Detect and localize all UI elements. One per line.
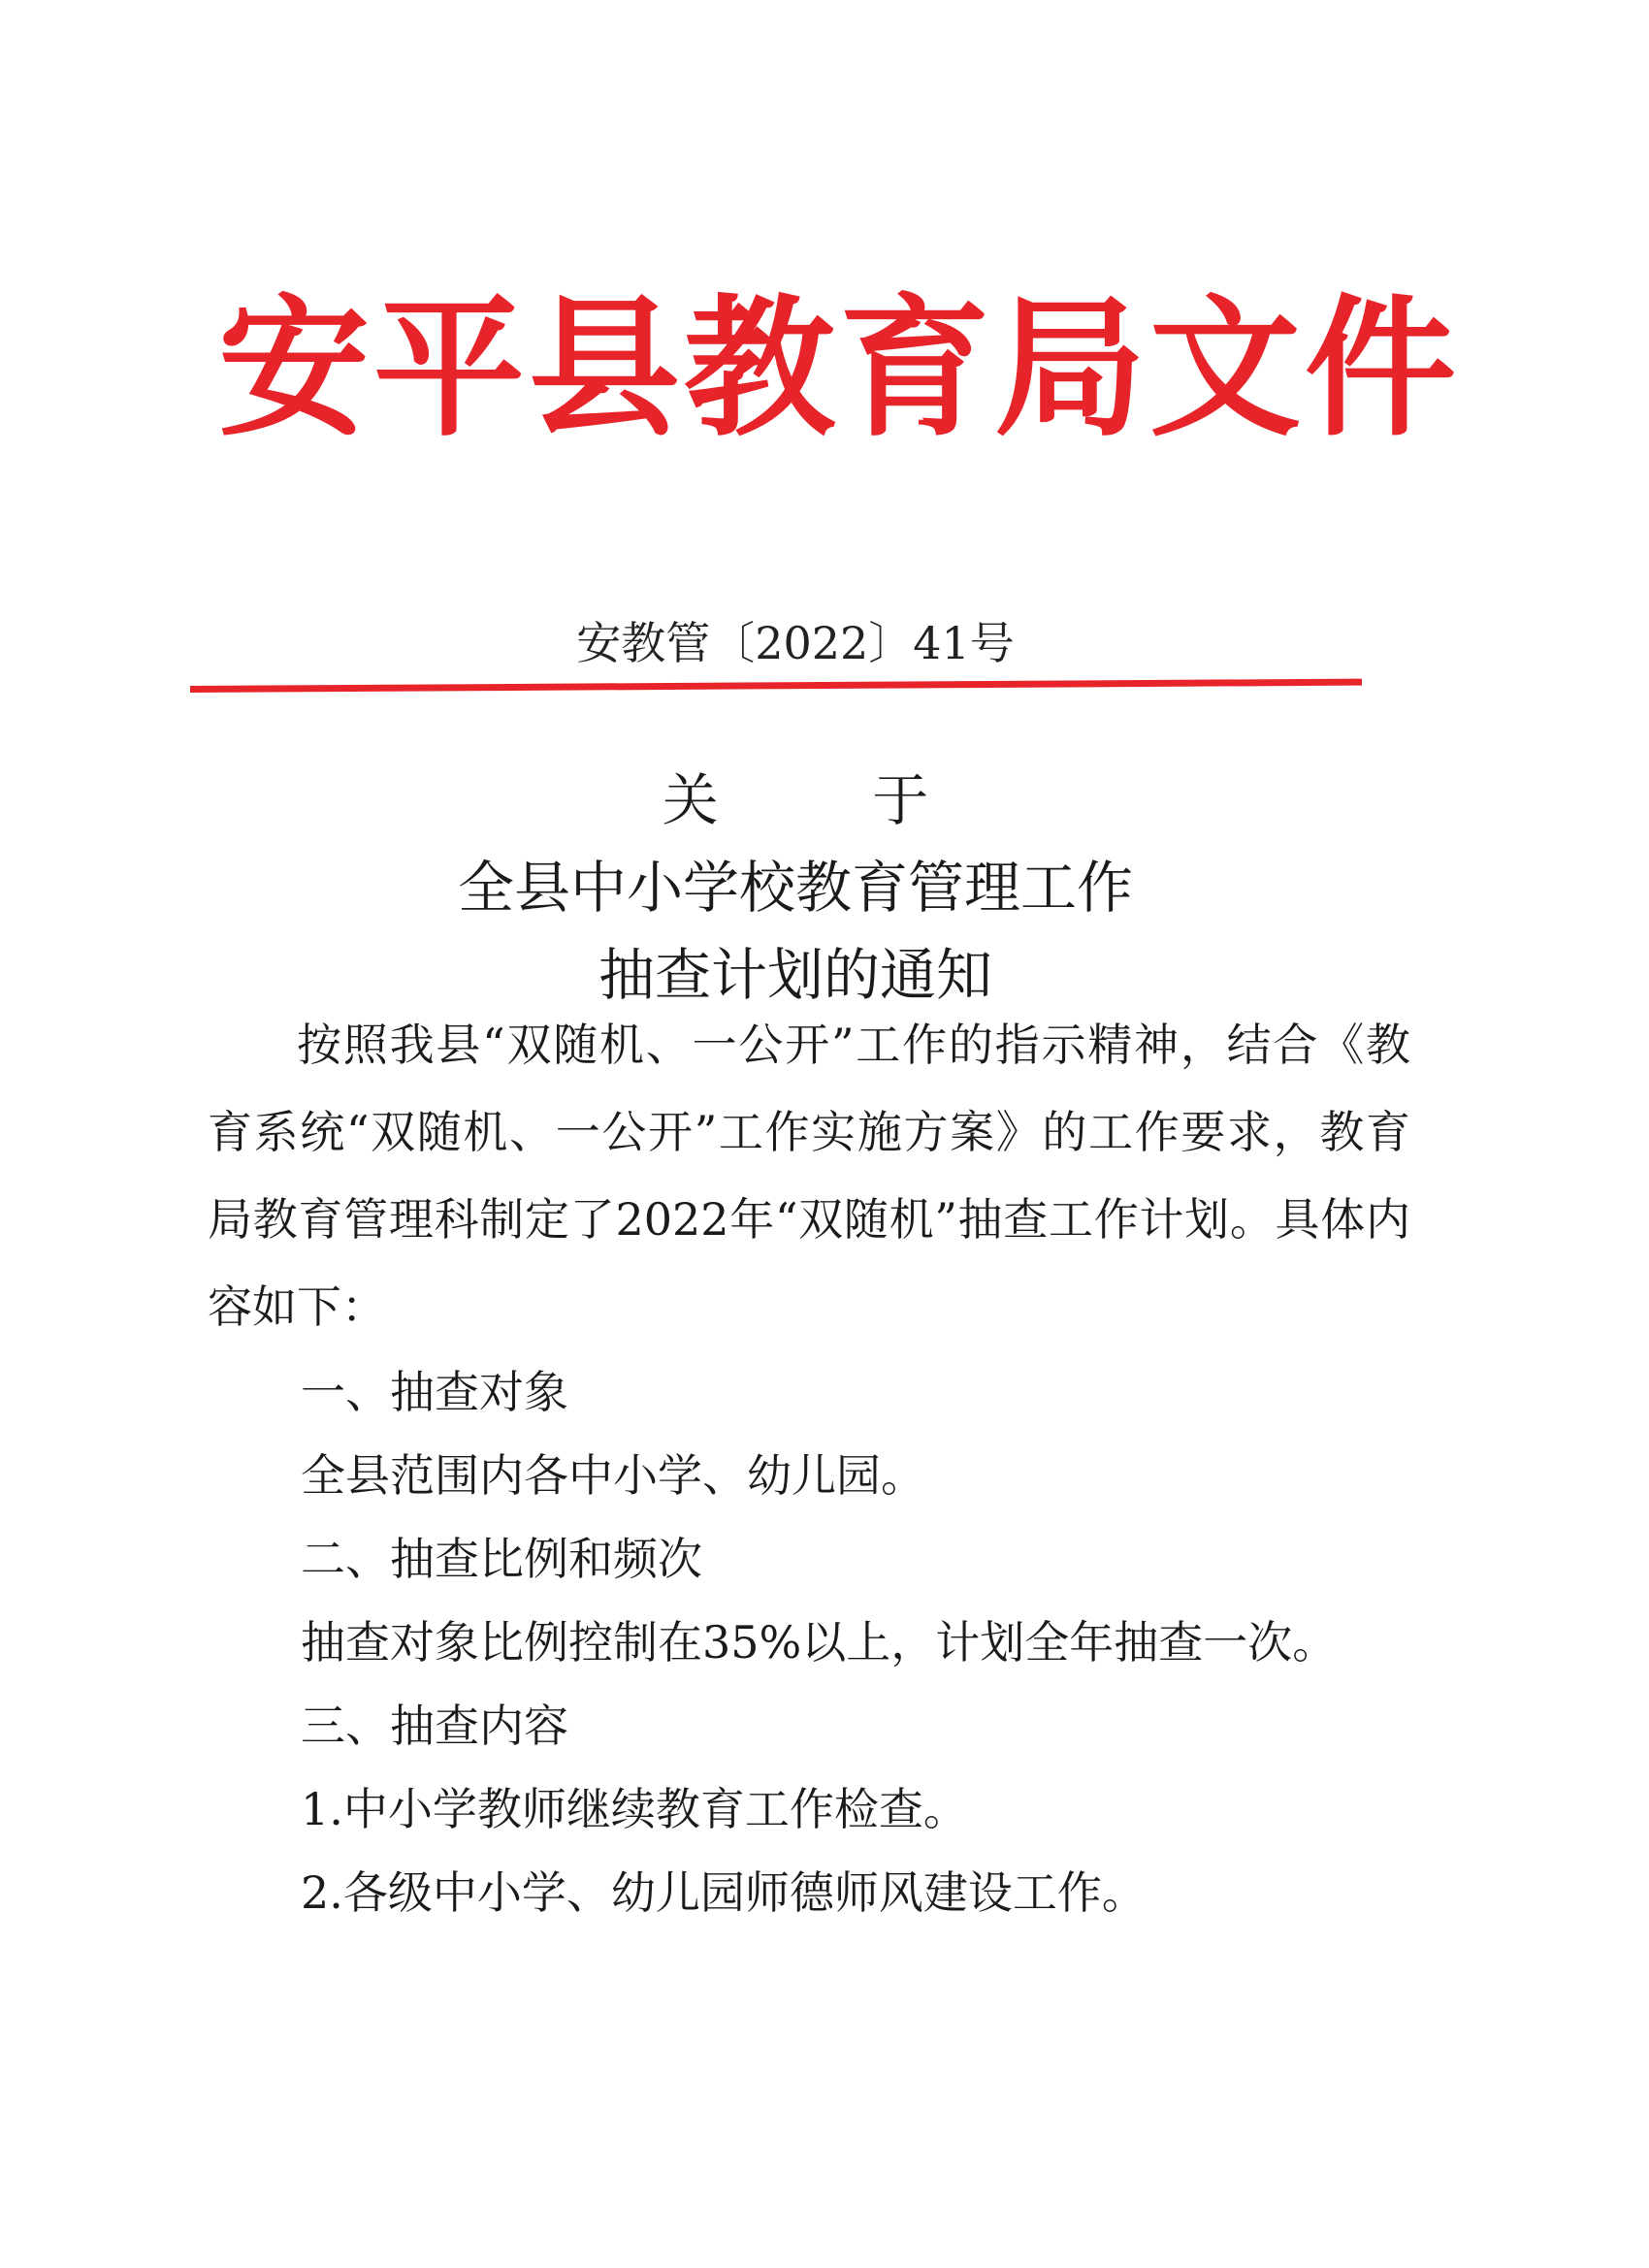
section-2-heading: 二、抽查比例和频次 <box>301 1533 702 1585</box>
section-3-heading: 三、抽查内容 <box>301 1700 568 1752</box>
section-3-item-2: 2.各级中小学、幼儿园师德师风建设工作。 <box>301 1866 1147 1919</box>
subject-line-3: 抽查计划的通知 <box>598 942 992 1008</box>
intro-paragraph: 按照我县“双随机、一公开”工作的指示精神，结合《教育系统“双随机、一公开”工作实施方案》的工作要求，教育局教育管理科制定了2022年“双随机”抽查工作计划。具体内容如下： <box>208 1019 1410 1333</box>
notice-body <box>208 1001 1410 1934</box>
section-1-text: 全县范围内各中小学、幼儿园。 <box>301 1449 925 1502</box>
subject-line-2: 全县中小学校教育管理工作 <box>457 855 1133 921</box>
document-number: 安教管〔2022〕41号 <box>576 617 1015 669</box>
section-3-item-1: 1.中小学教师继续教育工作检查。 <box>301 1783 968 1835</box>
notice-subject <box>194 757 1397 1019</box>
issuing-authority-title: 安平县教育局文件 <box>218 280 1460 457</box>
subject-line-1: 关 于 <box>662 767 997 833</box>
red-separator-line <box>190 679 1362 693</box>
section-2-text: 抽查对象比例控制在35%以上，计划全年抽查一次。 <box>301 1616 1338 1669</box>
section-1-heading: 一、抽查对象 <box>301 1366 568 1418</box>
